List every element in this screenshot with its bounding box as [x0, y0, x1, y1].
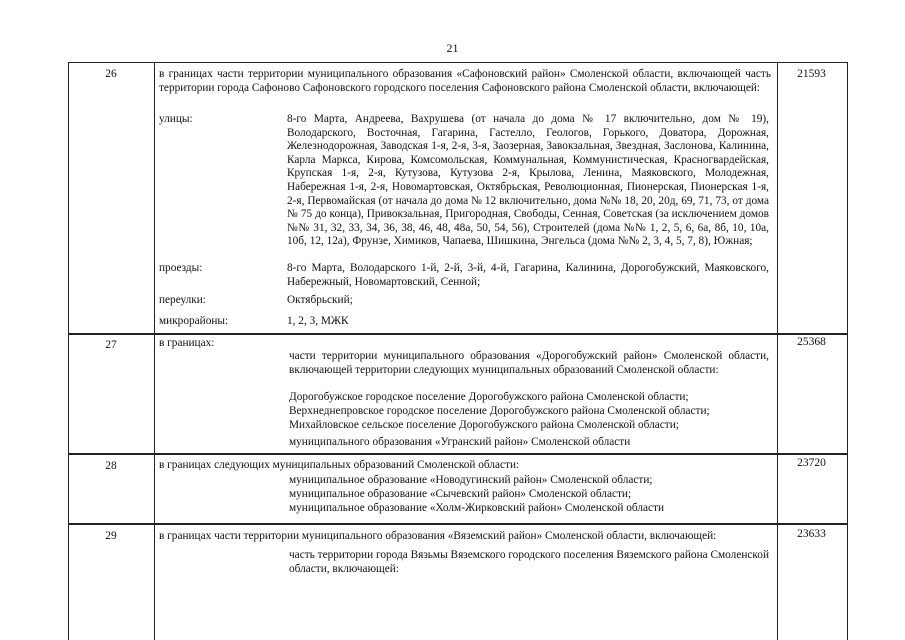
- list-item: Дорогобужское городское поселение Дорогобужского района Смоленской области;: [289, 391, 689, 403]
- list-item: муниципальное образование «Сычевский район» Смоленской области;: [289, 488, 632, 500]
- column-divider-code: [777, 62, 778, 640]
- list-item: Верхнеднепровское городское поселение Дорогобужского района Смоленской области;: [289, 405, 710, 417]
- item-label: микрорайоны:: [159, 315, 229, 327]
- item-value: 8-го Марта, Андреева, Вахрушева (от начала до дома № 17 включительно, дом № 19), Володарского, Восточная, Гагарина, Гастелло, Геологов, Горького, Доватора, Дорожная, Железнодорожная, Заводская 1-я, 2-я, 3-я, Заозерная, Завокзальная, Звездная, Заслонова, Калинина, Карла Маркса, Кирова, Комсомольская, Коммунальная, Коммунистическая, Красногвардейская, Крупская 1-я, 2-я, Кутузова, Кутузова 2-я, Крылова, Ленина, Маяковского, Молодежная, Набережная 1-я, 2-я, Новомартовская, Октябрьская, Революционная, Пионерская, Пионерская 1-я, 2-я, Первомайская (от начала до дома № 12 включительно, дома №№ 18, 20, 20д, 69, 71, 73, от дома № 75 до конца), Привокзальная, Пригородная, Свободы, Сенная, Советская (за исключением домов №№ 31, 32, 33, 34, 36, 38, 46, 48, 48а, 50, 54, 56), Строителей (дома №№ 1, 2, 5, 6, 6а, 8б, 10, 10а, 10б, 12, 12а), Фрунзе, Химиков, Чапаева, Шишкина, Энгельса (дома №№ 2, 3, 4, 5, 7, 8), Южная;: [287, 113, 769, 248]
- list-item: муниципального образования «Угранский район» Смоленской области: [289, 436, 631, 448]
- list-item: Михайловское сельское поселение Дорогобужского района Смоленской области;: [289, 419, 679, 431]
- row-number: 28: [105, 460, 117, 472]
- row-header: в границах следующих муниципальных образований Смоленской области:: [159, 459, 520, 471]
- row-number: 27: [105, 339, 117, 351]
- row-code: 23720: [797, 457, 826, 469]
- list-item: части территории муниципального образования «Дорогобужский район» Смоленской области, включающей территории следующих муниципальных образований Смоленской области:: [289, 350, 769, 376]
- row-border-top: [68, 62, 847, 63]
- row-number: 26: [105, 68, 117, 80]
- row-code: 23633: [797, 528, 826, 540]
- row-number: 29: [105, 530, 117, 542]
- item-value: Октябрьский;: [287, 294, 353, 306]
- row-header: в границах:: [159, 337, 215, 349]
- item-value: 8-го Марта, Володарского 1-й, 2-й, 3-й, 4-й, Гагарина, Калинина, Дорогобужский, Маяковского, Набережный, Новомартовский, Сенной;: [287, 262, 769, 288]
- row-code: 25368: [797, 336, 826, 348]
- item-label: переулки:: [159, 294, 206, 306]
- item-value: 1, 2, 3, МЖК: [287, 315, 349, 327]
- list-item: муниципальное образование «Новодугинский район» Смоленской области;: [289, 474, 653, 486]
- row-header: в границах части территории муниципального образования «Сафоновский район» Смоленской области, включающей часть территории города Сафоново Сафоновского городского поселения Сафоновского района Смоленской области, включающей:: [159, 68, 771, 94]
- row-border-27: [68, 333, 847, 335]
- page-number: 21: [446, 41, 459, 55]
- list-item: часть территории города Вязьмы Вяземского городского поселения Вяземского района Смоленской области, включающей:: [289, 549, 769, 575]
- list-item: муниципальное образование «Холм-Жирковский район» Смоленской области: [289, 502, 665, 514]
- item-label: проезды:: [159, 262, 203, 274]
- row-border-28: [68, 453, 847, 455]
- item-label: улицы:: [159, 113, 193, 125]
- row-border-29: [68, 523, 847, 525]
- row-header: в границах части территории муниципального образования «Вяземский район» Смоленской области, включающей:: [159, 530, 717, 542]
- row-code: 21593: [797, 68, 826, 80]
- column-divider-number: [154, 62, 155, 640]
